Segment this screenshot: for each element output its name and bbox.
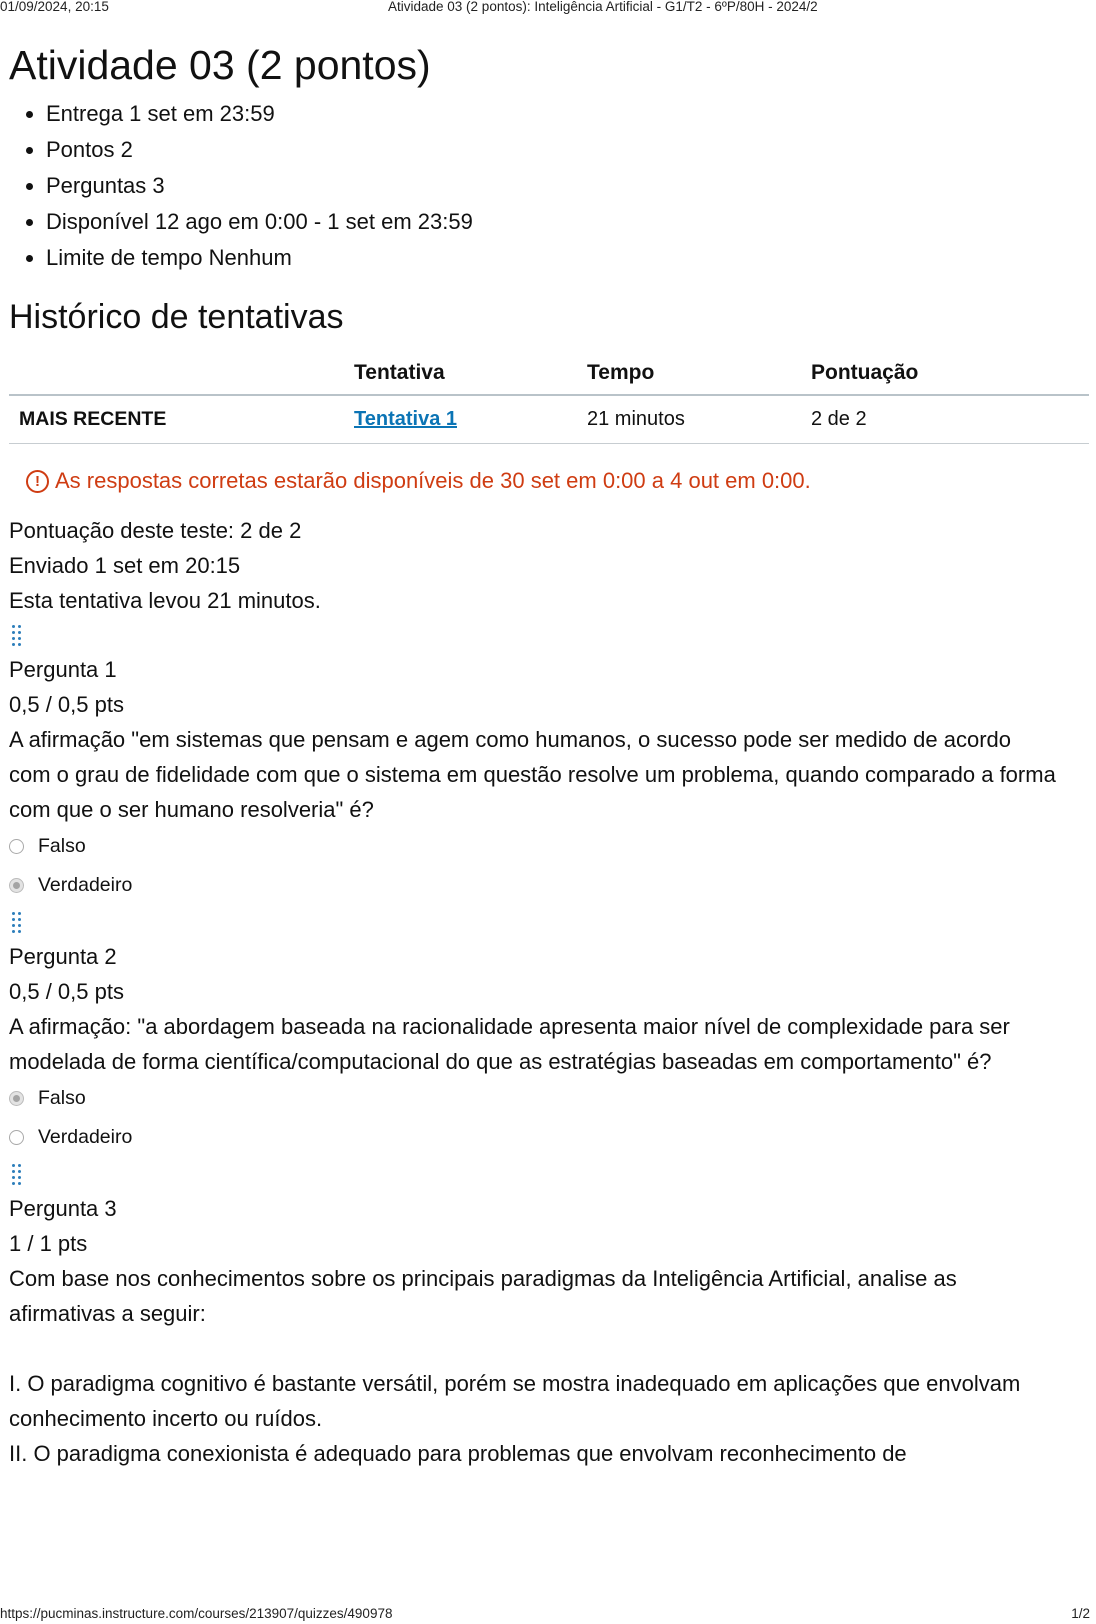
question-text: A afirmação "em sistemas que pensam e agem como humanos, o sucesso pode ser medido de acordo com o grau de fidelidade com que o sistema em questão resolve um problema, quando comparado a forma com que o ser humano resolveria" é? [9,727,1056,822]
print-header [0,0,1096,16]
attempt-summary [9,513,1089,618]
question-2 [9,910,1089,1157]
attempt-link[interactable]: Tentativa 1 [354,408,457,430]
score-cell: 2 de 2 [801,395,1089,444]
quiz-detail-points: • Pontos 2 [46,132,1089,168]
quiz-details-list [9,96,1089,276]
question-points: 0,5 / 0,5 pts [9,979,124,1004]
submitted-at: Enviado 1 set em 20:15 [9,553,241,578]
drag-handle-icon[interactable] [12,623,24,649]
answer-label: Falso [38,1087,86,1109]
table-row [9,395,1089,444]
drag-handle-icon[interactable] [12,910,24,936]
quiz-detail-available: • Disponível 12 ago em 0:00 - 1 set em 23:59 [46,204,1089,240]
answer-option[interactable] [9,1118,1089,1157]
time-cell: 21 minutos [577,395,801,444]
radio-selected-icon[interactable] [9,1091,24,1106]
quiz-detail-questions: • Perguntas 3 [46,168,1089,204]
question-statement: I. O paradigma cognitivo é bastante versátil, porém se mostra inadequado em aplicações que envolvam conhecimento incerto ou ruídos. [9,1371,1021,1431]
attempt-duration: Esta tentativa levou 21 minutos. [9,588,321,613]
quiz-content [9,38,1089,1471]
column-header-time: Tempo [577,352,801,395]
quiz-score: Pontuação deste teste: 2 de 2 [9,518,302,543]
paragraph-spacer [9,1331,1057,1366]
column-header-blank [9,352,344,395]
question-intro: Com base nos conhecimentos sobre os principais paradigmas da Inteligência Artificial, analise as afirmativas a seguir: [9,1266,957,1326]
question-1 [9,623,1089,905]
print-footer [0,1606,1096,1624]
answer-label: Falso [38,835,86,857]
page-number: 1/2 [1071,1606,1090,1621]
answer-label: Verdadeiro [38,874,133,896]
radio-icon[interactable] [9,1130,24,1145]
attempt-cell [344,395,577,444]
radio-icon[interactable] [9,839,24,854]
question-title: Pergunta 1 [9,657,117,682]
page-url: https://pucminas.instructure.com/courses/213907/quizzes/490978 [0,1606,393,1621]
question-title: Pergunta 2 [9,944,117,969]
history-title: Histórico de tentativas [9,298,344,336]
column-header-score: Pontuação [801,352,1089,395]
warning-icon: ! [26,470,49,493]
table-header-row [9,352,1089,395]
row-label: MAIS RECENTE [9,395,344,444]
question-text [9,1261,1057,1471]
attempt-history-table [9,352,1089,444]
answer-option-selected[interactable] [9,1079,1089,1118]
answer-label: Verdadeiro [38,1126,133,1148]
question-points: 1 / 1 pts [9,1231,88,1256]
quiz-detail-due: • Entrega 1 set em 23:59 [46,96,1089,132]
print-date: 01/09/2024, 20:15 [0,0,109,14]
question-text: A afirmação: "a abordagem baseada na racionalidade apresenta maior nível de complexidade para ser modelada de forma científica/computacional do que as estratégias baseadas em comportamento" é? [9,1014,1010,1074]
notice-text: As respostas corretas estarão disponíveis de 30 set em 0:00 a 4 out em 0:00. [55,468,811,493]
print-document-title: Atividade 03 (2 pontos): Inteligência Artificial - G1/T2 - 6ºP/80H - 2024/2 [388,0,818,14]
page-title: Atividade 03 (2 pontos) [9,42,431,88]
column-header-attempt: Tentativa [344,352,577,395]
question-statement: II. O paradigma conexionista é adequado para problemas que envolvam reconhecimento de [9,1441,907,1466]
answer-option[interactable] [9,827,1089,866]
answer-option-selected[interactable] [9,866,1089,905]
answers-availability-notice [26,466,1089,496]
question-3 [9,1162,1089,1471]
drag-handle-icon[interactable] [12,1162,24,1188]
radio-selected-icon[interactable] [9,878,24,893]
question-title: Pergunta 3 [9,1196,117,1221]
question-points: 0,5 / 0,5 pts [9,692,124,717]
quiz-detail-time-limit: • Limite de tempo Nenhum [46,240,1089,276]
